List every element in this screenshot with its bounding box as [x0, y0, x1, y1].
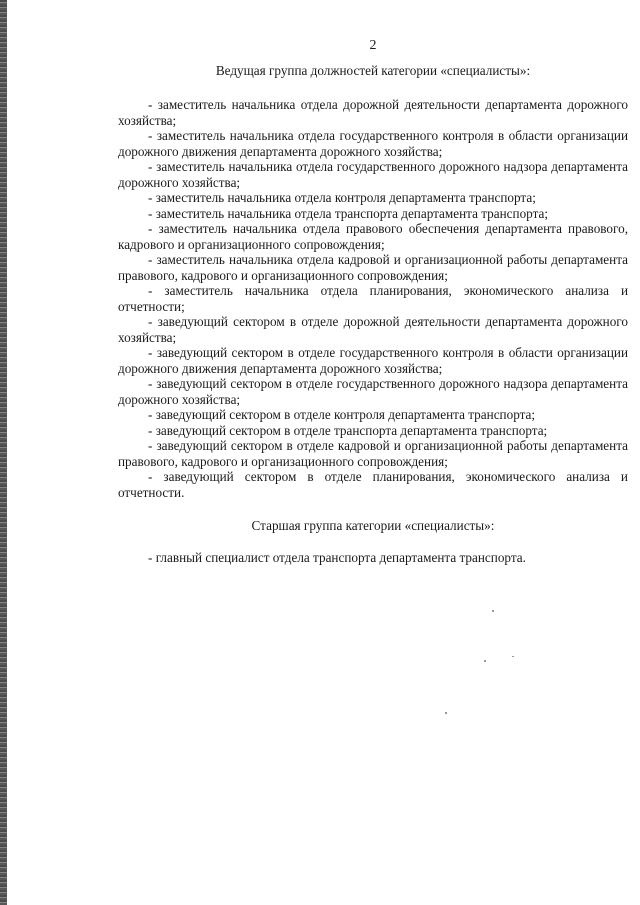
scan-speck	[445, 712, 447, 714]
section-heading-leading: Ведущая группа должностей категории «специалисты»:	[215, 63, 531, 78]
list-item: - заведующий сектором в отделе дорожной деятельности департамента дорожного хозяйства;	[118, 314, 628, 345]
scan-edge-artifact	[0, 0, 7, 905]
list-item: - главный специалист отдела транспорта департамента транспорта.	[148, 550, 526, 565]
list-item: - заместитель начальника отдела кадровой и организационной работы департамента правового, кадрового и организационного сопровождения;	[118, 252, 628, 283]
list-item: - заместитель начальника отдела правового обеспечения департамента правового, кадрового и организационного сопровождения;	[118, 221, 628, 252]
section-heading-senior: Старшая группа категории «специалисты»:	[251, 518, 495, 533]
senior-group-list	[118, 550, 628, 566]
scan-speck	[484, 660, 486, 662]
document-page	[118, 38, 628, 566]
scan-speck	[492, 610, 494, 612]
page-number: 2	[369, 38, 377, 53]
list-item: - заместитель начальника отдела транспорта департамента транспорта;	[148, 205, 549, 221]
list-item: - заместитель начальника отдела государственного дорожного надзора департамента дорожного хозяйства;	[118, 159, 628, 190]
scan-speck	[512, 656, 514, 657]
list-item: - заведующий сектором в отделе планирования, экономического анализа и отчетности.	[118, 469, 628, 500]
list-item: - заместитель начальника отдела контроля департамента транспорта;	[148, 190, 536, 205]
list-item: - заместитель начальника отдела государственного контроля в области организации дорожного движения департамента дорожного хозяйства;	[118, 128, 628, 159]
list-item: - заведующий сектором в отделе транспорта департамента транспорта;	[148, 422, 548, 438]
list-item: - заведующий сектором в отделе государственного дорожного надзора департамента дорожного хозяйства;	[118, 376, 628, 407]
list-item: - заместитель начальника отдела дорожной деятельности департамента дорожного хозяйства;	[118, 97, 628, 128]
list-item: - заведующий сектором в отделе государственного контроля в области организации дорожного движения департамента дорожного хозяйства;	[118, 345, 628, 376]
leading-group-list	[118, 97, 628, 500]
list-item: - заведующий сектором в отделе кадровой и организационной работы департамента правового, кадрового и организационного сопровождения;	[118, 438, 628, 469]
list-item: - заместитель начальника отдела планирования, экономического анализа и отчетности;	[118, 283, 628, 314]
list-item: - заведующий сектором в отделе контроля департамента транспорта;	[148, 407, 536, 422]
